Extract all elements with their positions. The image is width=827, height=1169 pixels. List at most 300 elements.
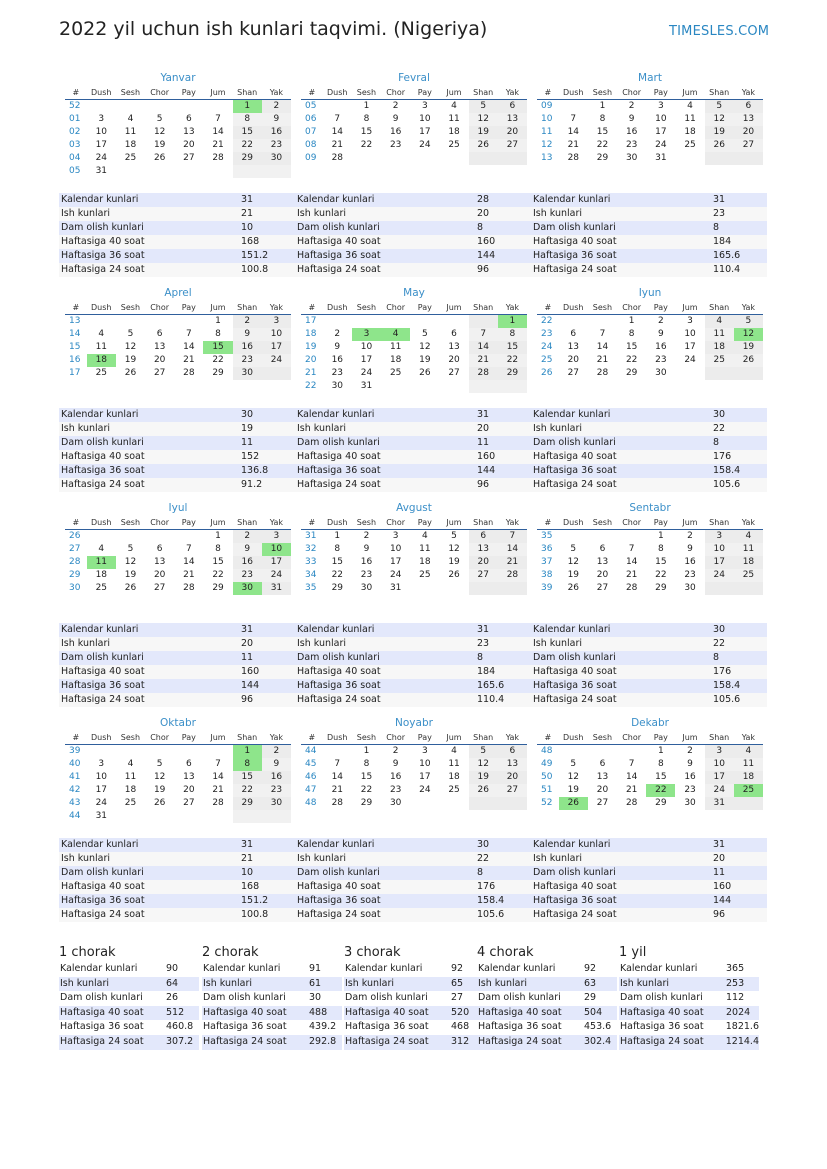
day-cell[interactable]: 25 [448, 785, 460, 795]
day-cell[interactable]: 27 [153, 368, 166, 378]
day-cell[interactable]: 22 [625, 355, 638, 365]
day-cell[interactable]: 13 [153, 342, 166, 352]
day-cell[interactable]: 11 [124, 127, 137, 137]
day-cell[interactable]: 6 [570, 329, 577, 339]
day-cell[interactable] [559, 100, 588, 113]
day-cell[interactable]: 22 [331, 570, 344, 580]
day-cell[interactable]: 15 [360, 772, 373, 782]
day-cell[interactable]: 7 [628, 759, 635, 769]
day-cell[interactable]: 5 [570, 544, 577, 554]
day-cell[interactable] [87, 745, 116, 758]
day-cell[interactable]: 16 [233, 556, 262, 569]
day-cell[interactable]: 27 [596, 798, 609, 808]
day-cell[interactable]: 12 [705, 113, 734, 126]
day-cell[interactable]: 4 [705, 315, 734, 328]
day-cell[interactable]: 15 [625, 342, 638, 352]
day-cell[interactable]: 26 [469, 139, 498, 152]
day-cell[interactable]: 19 [567, 785, 580, 795]
day-cell[interactable]: 13 [567, 342, 580, 352]
day-cell[interactable] [675, 152, 704, 165]
day-cell[interactable]: 26 [419, 368, 431, 378]
day-cell[interactable]: 26 [153, 153, 166, 163]
day-cell[interactable]: 27 [469, 569, 498, 582]
day-cell[interactable]: 28 [183, 583, 195, 593]
day-cell[interactable]: 25 [124, 153, 137, 163]
day-cell[interactable] [588, 315, 617, 328]
day-cell[interactable]: 16 [625, 127, 638, 137]
day-cell[interactable]: 15 [655, 557, 667, 567]
day-cell[interactable] [617, 530, 646, 543]
day-cell[interactable]: 18 [419, 557, 431, 567]
day-cell[interactable]: 18 [95, 570, 108, 580]
day-cell[interactable]: 15 [331, 557, 344, 567]
day-cell[interactable]: 28 [331, 798, 344, 808]
day-cell[interactable]: 5 [451, 531, 457, 541]
day-cell[interactable]: 7 [215, 114, 221, 124]
day-cell[interactable]: 29 [212, 368, 224, 378]
day-cell[interactable]: 16 [684, 557, 696, 567]
day-cell[interactable]: 1 [599, 101, 606, 111]
day-cell[interactable] [498, 152, 527, 165]
day-cell[interactable] [498, 582, 527, 595]
day-cell[interactable]: 25 [95, 583, 108, 593]
day-cell[interactable]: 21 [212, 140, 224, 150]
day-cell[interactable]: 12 [153, 772, 166, 782]
day-cell[interactable]: 31 [262, 582, 291, 595]
day-cell[interactable]: 22 [596, 140, 609, 150]
day-cell[interactable]: 22 [233, 784, 262, 797]
day-cell[interactable]: 8 [363, 759, 370, 769]
day-cell[interactable]: 1 [215, 531, 221, 541]
day-cell[interactable]: 15 [360, 127, 373, 137]
day-cell[interactable] [174, 315, 203, 328]
day-cell[interactable] [410, 315, 439, 328]
day-cell[interactable]: 24 [705, 569, 734, 582]
day-cell[interactable] [439, 152, 468, 165]
day-cell[interactable]: 16 [262, 771, 291, 784]
day-cell[interactable]: 11 [448, 759, 460, 769]
day-cell[interactable]: 24 [389, 570, 402, 580]
day-cell[interactable]: 12 [419, 342, 431, 352]
day-cell[interactable]: 20 [448, 355, 460, 365]
day-cell[interactable]: 8 [498, 328, 527, 341]
day-cell[interactable]: 25 [448, 140, 460, 150]
day-cell[interactable] [203, 745, 232, 758]
day-cell[interactable]: 1 [657, 746, 664, 756]
day-cell[interactable]: 23 [655, 355, 667, 365]
day-cell[interactable]: 19 [448, 557, 460, 567]
day-cell[interactable]: 3 [98, 759, 105, 769]
day-cell[interactable]: 12 [153, 127, 166, 137]
day-cell[interactable]: 13 [153, 557, 166, 567]
day-cell[interactable] [145, 165, 174, 178]
day-cell[interactable]: 11 [734, 543, 763, 556]
day-cell[interactable]: 24 [419, 140, 431, 150]
day-cell[interactable]: 9 [233, 543, 262, 556]
day-cell[interactable] [203, 165, 232, 178]
day-cell[interactable]: 31 [705, 797, 734, 810]
day-cell[interactable]: 25 [684, 140, 696, 150]
day-cell[interactable]: 25 [389, 368, 402, 378]
day-cell[interactable]: 7 [185, 544, 192, 554]
day-cell[interactable]: 26 [124, 583, 137, 593]
day-cell[interactable]: 10 [419, 759, 431, 769]
day-cell[interactable] [174, 100, 203, 113]
day-cell[interactable]: 11 [448, 114, 460, 124]
day-cell[interactable]: 3 [392, 531, 399, 541]
day-cell[interactable]: 7 [570, 114, 577, 124]
day-cell[interactable]: 4 [98, 329, 105, 339]
day-cell[interactable]: 13 [734, 113, 763, 126]
day-cell[interactable]: 31 [655, 153, 667, 163]
day-cell[interactable] [439, 380, 468, 393]
day-cell[interactable]: 19 [124, 355, 137, 365]
day-cell[interactable]: 23 [233, 354, 262, 367]
day-cell[interactable]: 15 [655, 772, 667, 782]
day-cell[interactable]: 30 [684, 583, 696, 593]
day-cell[interactable]: 6 [469, 530, 498, 543]
day-cell[interactable]: 8 [215, 329, 221, 339]
day-cell[interactable]: 5 [734, 315, 763, 328]
day-cell[interactable]: 19 [469, 771, 498, 784]
day-cell[interactable]: 14 [212, 127, 224, 137]
day-cell[interactable]: 10 [419, 114, 431, 124]
day-cell[interactable] [439, 315, 468, 328]
day-cell[interactable] [87, 530, 116, 543]
day-cell[interactable]: 27 [498, 139, 527, 152]
day-cell[interactable]: 23 [331, 368, 344, 378]
day-cell[interactable]: 31 [389, 583, 402, 593]
day-cell[interactable] [469, 315, 498, 328]
holiday-cell[interactable]: 30 [233, 582, 262, 595]
day-cell[interactable]: 30 [233, 367, 262, 380]
day-cell[interactable]: 12 [124, 557, 137, 567]
day-cell[interactable]: 27 [183, 153, 195, 163]
day-cell[interactable] [410, 582, 439, 595]
day-cell[interactable] [174, 810, 203, 823]
day-cell[interactable]: 6 [156, 544, 163, 554]
day-cell[interactable]: 9 [363, 544, 370, 554]
brand-link[interactable]: TIMESLES.COM [669, 24, 770, 39]
day-cell[interactable]: 8 [599, 114, 606, 124]
day-cell[interactable]: 11 [734, 758, 763, 771]
holiday-cell[interactable]: 22 [646, 784, 675, 797]
day-cell[interactable]: 18 [448, 772, 460, 782]
day-cell[interactable]: 14 [498, 543, 527, 556]
day-cell[interactable]: 24 [684, 355, 696, 365]
day-cell[interactable]: 4 [687, 101, 693, 111]
day-cell[interactable]: 27 [596, 583, 609, 593]
day-cell[interactable] [559, 530, 588, 543]
day-cell[interactable]: 24 [95, 153, 108, 163]
day-cell[interactable] [174, 745, 203, 758]
day-cell[interactable]: 20 [183, 140, 195, 150]
day-cell[interactable]: 17 [262, 341, 291, 354]
day-cell[interactable]: 23 [233, 569, 262, 582]
day-cell[interactable]: 7 [185, 329, 192, 339]
day-cell[interactable]: 1 [215, 316, 221, 326]
day-cell[interactable]: 10 [655, 114, 667, 124]
day-cell[interactable]: 18 [734, 771, 763, 784]
day-cell[interactable]: 26 [705, 139, 734, 152]
day-cell[interactable]: 16 [655, 342, 667, 352]
day-cell[interactable]: 4 [421, 531, 428, 541]
day-cell[interactable]: 12 [124, 342, 137, 352]
day-cell[interactable]: 25 [95, 368, 108, 378]
day-cell[interactable]: 31 [360, 381, 373, 391]
day-cell[interactable]: 4 [451, 101, 457, 111]
day-cell[interactable] [469, 582, 498, 595]
day-cell[interactable]: 2 [657, 316, 664, 326]
day-cell[interactable]: 24 [360, 368, 373, 378]
day-cell[interactable] [675, 367, 704, 380]
day-cell[interactable]: 21 [498, 556, 527, 569]
day-cell[interactable] [116, 315, 145, 328]
day-cell[interactable]: 13 [596, 772, 609, 782]
day-cell[interactable]: 19 [734, 341, 763, 354]
day-cell[interactable] [588, 530, 617, 543]
day-cell[interactable]: 22 [655, 570, 667, 580]
day-cell[interactable]: 21 [331, 140, 344, 150]
day-cell[interactable]: 18 [448, 127, 460, 137]
day-cell[interactable]: 13 [469, 543, 498, 556]
day-cell[interactable] [588, 745, 617, 758]
day-cell[interactable] [174, 165, 203, 178]
day-cell[interactable]: 20 [734, 126, 763, 139]
day-cell[interactable]: 23 [262, 139, 291, 152]
day-cell[interactable]: 16 [233, 341, 262, 354]
day-cell[interactable]: 8 [334, 544, 341, 554]
day-cell[interactable]: 16 [331, 355, 344, 365]
day-cell[interactable]: 20 [153, 355, 166, 365]
day-cell[interactable]: 10 [705, 543, 734, 556]
day-cell[interactable]: 8 [628, 329, 635, 339]
day-cell[interactable] [410, 380, 439, 393]
day-cell[interactable] [498, 380, 527, 393]
day-cell[interactable]: 11 [419, 544, 431, 554]
day-cell[interactable]: 13 [498, 758, 527, 771]
day-cell[interactable] [469, 380, 498, 393]
day-cell[interactable]: 27 [448, 368, 460, 378]
day-cell[interactable]: 29 [360, 798, 373, 808]
day-cell[interactable]: 10 [705, 758, 734, 771]
day-cell[interactable]: 17 [360, 355, 373, 365]
day-cell[interactable] [323, 315, 352, 328]
holiday-cell[interactable]: 26 [559, 797, 588, 810]
day-cell[interactable]: 5 [705, 100, 734, 113]
day-cell[interactable]: 24 [655, 140, 667, 150]
day-cell[interactable]: 30 [360, 583, 373, 593]
day-cell[interactable] [381, 315, 410, 328]
day-cell[interactable]: 12 [567, 772, 580, 782]
day-cell[interactable]: 17 [705, 771, 734, 784]
day-cell[interactable]: 22 [233, 139, 262, 152]
day-cell[interactable]: 18 [684, 127, 696, 137]
day-cell[interactable] [734, 152, 763, 165]
day-cell[interactable]: 6 [185, 759, 192, 769]
day-cell[interactable]: 8 [233, 113, 262, 126]
day-cell[interactable]: 11 [684, 114, 696, 124]
day-cell[interactable]: 9 [657, 329, 664, 339]
day-cell[interactable]: 18 [124, 785, 137, 795]
day-cell[interactable]: 15 [233, 771, 262, 784]
day-cell[interactable]: 21 [331, 785, 344, 795]
day-cell[interactable]: 10 [389, 544, 402, 554]
day-cell[interactable]: 1 [657, 531, 664, 541]
day-cell[interactable]: 8 [657, 544, 664, 554]
day-cell[interactable] [734, 797, 763, 810]
day-cell[interactable]: 26 [734, 354, 763, 367]
day-cell[interactable] [116, 100, 145, 113]
day-cell[interactable]: 6 [734, 100, 763, 113]
holiday-cell[interactable]: 3 [352, 328, 381, 341]
day-cell[interactable]: 3 [687, 316, 693, 326]
day-cell[interactable]: 22 [498, 354, 527, 367]
day-cell[interactable] [439, 797, 468, 810]
day-cell[interactable]: 24 [262, 354, 291, 367]
day-cell[interactable]: 28 [212, 153, 224, 163]
day-cell[interactable] [262, 367, 291, 380]
day-cell[interactable]: 14 [183, 557, 195, 567]
day-cell[interactable]: 4 [451, 746, 457, 756]
day-cell[interactable] [87, 315, 116, 328]
day-cell[interactable]: 16 [684, 772, 696, 782]
holiday-cell[interactable]: 12 [734, 328, 763, 341]
day-cell[interactable]: 13 [183, 772, 195, 782]
day-cell[interactable]: 19 [567, 570, 580, 580]
day-cell[interactable] [145, 745, 174, 758]
day-cell[interactable]: 23 [389, 785, 402, 795]
day-cell[interactable]: 26 [567, 583, 580, 593]
day-cell[interactable]: 6 [451, 329, 457, 339]
day-cell[interactable] [705, 582, 734, 595]
day-cell[interactable]: 7 [215, 759, 221, 769]
day-cell[interactable]: 10 [95, 127, 108, 137]
day-cell[interactable]: 5 [421, 329, 428, 339]
day-cell[interactable]: 9 [392, 114, 399, 124]
day-cell[interactable]: 29 [212, 583, 224, 593]
day-cell[interactable]: 30 [262, 797, 291, 810]
day-cell[interactable]: 29 [498, 367, 527, 380]
day-cell[interactable]: 27 [183, 798, 195, 808]
holiday-cell[interactable]: 25 [734, 784, 763, 797]
day-cell[interactable] [439, 582, 468, 595]
day-cell[interactable]: 21 [212, 785, 224, 795]
day-cell[interactable]: 4 [734, 530, 763, 543]
day-cell[interactable]: 24 [705, 784, 734, 797]
day-cell[interactable] [262, 810, 291, 823]
day-cell[interactable]: 4 [734, 745, 763, 758]
day-cell[interactable]: 2 [334, 329, 341, 339]
day-cell[interactable]: 7 [469, 328, 498, 341]
day-cell[interactable] [145, 530, 174, 543]
day-cell[interactable]: 5 [570, 759, 577, 769]
day-cell[interactable] [87, 100, 116, 113]
day-cell[interactable] [323, 100, 352, 113]
day-cell[interactable]: 28 [625, 583, 638, 593]
day-cell[interactable]: 4 [127, 759, 134, 769]
day-cell[interactable]: 14 [567, 127, 580, 137]
day-cell[interactable]: 29 [625, 368, 638, 378]
day-cell[interactable]: 20 [596, 570, 609, 580]
day-cell[interactable] [174, 530, 203, 543]
day-cell[interactable] [262, 165, 291, 178]
day-cell[interactable]: 13 [498, 113, 527, 126]
day-cell[interactable] [559, 315, 588, 328]
day-cell[interactable]: 29 [233, 152, 262, 165]
day-cell[interactable]: 20 [498, 771, 527, 784]
day-cell[interactable]: 3 [705, 530, 734, 543]
day-cell[interactable]: 6 [498, 100, 527, 113]
day-cell[interactable]: 29 [233, 797, 262, 810]
day-cell[interactable]: 15 [596, 127, 609, 137]
day-cell[interactable]: 4 [127, 114, 134, 124]
day-cell[interactable]: 17 [655, 127, 667, 137]
day-cell[interactable]: 23 [684, 785, 696, 795]
day-cell[interactable]: 11 [705, 328, 734, 341]
day-cell[interactable]: 2 [392, 746, 399, 756]
day-cell[interactable]: 26 [448, 570, 460, 580]
day-cell[interactable]: 20 [567, 355, 580, 365]
day-cell[interactable]: 7 [334, 759, 341, 769]
day-cell[interactable]: 28 [331, 153, 344, 163]
day-cell[interactable]: 19 [124, 570, 137, 580]
holiday-cell[interactable]: 1 [498, 315, 527, 328]
day-cell[interactable]: 17 [95, 140, 108, 150]
day-cell[interactable]: 9 [334, 342, 341, 352]
day-cell[interactable]: 8 [215, 544, 221, 554]
day-cell[interactable]: 14 [331, 127, 344, 137]
day-cell[interactable]: 7 [334, 114, 341, 124]
day-cell[interactable]: 4 [98, 544, 105, 554]
day-cell[interactable]: 12 [567, 557, 580, 567]
day-cell[interactable]: 9 [628, 114, 635, 124]
day-cell[interactable] [116, 745, 145, 758]
day-cell[interactable]: 22 [360, 140, 373, 150]
day-cell[interactable] [116, 165, 145, 178]
day-cell[interactable]: 31 [95, 166, 108, 176]
day-cell[interactable]: 17 [95, 785, 108, 795]
day-cell[interactable]: 19 [705, 126, 734, 139]
day-cell[interactable]: 17 [389, 557, 402, 567]
day-cell[interactable]: 23 [389, 140, 402, 150]
day-cell[interactable]: 18 [389, 355, 402, 365]
day-cell[interactable]: 2 [363, 531, 370, 541]
day-cell[interactable]: 14 [625, 772, 638, 782]
holiday-cell[interactable]: 1 [233, 100, 262, 113]
day-cell[interactable]: 19 [469, 126, 498, 139]
day-cell[interactable] [469, 797, 498, 810]
day-cell[interactable]: 13 [448, 342, 460, 352]
day-cell[interactable]: 28 [567, 153, 580, 163]
holiday-cell[interactable]: 4 [381, 328, 410, 341]
day-cell[interactable]: 26 [469, 784, 498, 797]
day-cell[interactable] [469, 152, 498, 165]
day-cell[interactable]: 23 [684, 570, 696, 580]
day-cell[interactable]: 1 [628, 316, 635, 326]
day-cell[interactable]: 7 [599, 329, 606, 339]
day-cell[interactable]: 14 [212, 772, 224, 782]
day-cell[interactable]: 12 [448, 544, 460, 554]
day-cell[interactable]: 27 [153, 583, 166, 593]
day-cell[interactable]: 16 [389, 772, 402, 782]
day-cell[interactable]: 19 [153, 785, 166, 795]
day-cell[interactable]: 11 [389, 342, 402, 352]
day-cell[interactable] [705, 152, 734, 165]
day-cell[interactable]: 19 [419, 355, 431, 365]
day-cell[interactable]: 3 [421, 101, 428, 111]
day-cell[interactable]: 29 [331, 583, 344, 593]
